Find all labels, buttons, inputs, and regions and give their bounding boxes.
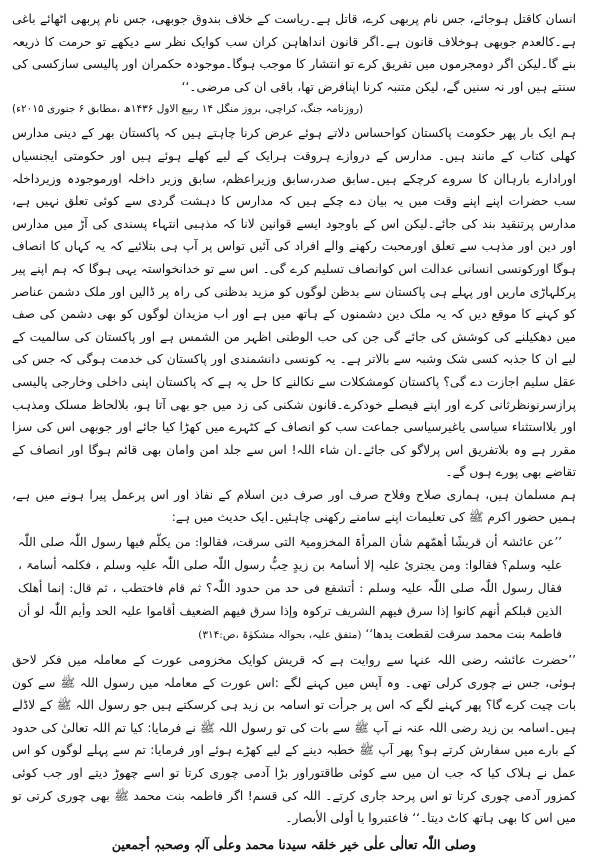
- paragraph-article-quote-ending: انسان کاقتل ہوجائے، جس نام پربھی کرے، قاتل ہے۔ریاست کے خلاف بندوق جوبھی، جس نام پربھی اٹھائے باغی ہے۔کالعدم جوبھی ہوخلاف قانون ہے۔اگر قانون انداھاہن کران سب کوایک نظر سے دیکھے تو حرمت کا ذریعہ بنے گا۔لیکن اگر دومجرموں میں تفریق کرے تو انتشار کا موجب ہوگا۔موجودہ حکمران اور پالیسی سازکسی کی سنتے ہیں اور نہ سنیں گے، لیکن متنبہ کرنا اپنافرض تھا، باقی ان کی مرضی۔‘‘: [12, 12, 576, 94]
- paragraph-hadith-translation: ’’حضرت عائشہ رضی اللہ عنہا سے روایت ہے کہ قریش کوایک مخزومی عورت کے معاملہ میں فکر لاحق ہوئی، جس نے چوری کرلی تھی۔ وہ آپس میں کہنے لگے :اس عورت کے معاملہ میں رسول اللہ ﷺ سے کون بات چیت کرے گا؟ پھر کہنے لگے کہ اس پر جرأت تو اسامہ بن زید ہی کرسکتے ہیں جو رسول اللہ ﷺ کے لاڈلے ہیں۔اسامہ بن زید رضی اللہ عنہ نے آپ ﷺ سے بات کی تو رسول اللہ ﷺ نے فرمایا: کیا تم اللہ تعالیٰ کی حدود کے بارے میں سفارش کرتے ہو؟ پھر آپ ﷺ خطبہ دینے کے لیے کھڑے ہوئے اور فرمایا: تم سے پہلے لوگوں کو اس عمل نے ہلاک کیا کہ جب ان میں سے کوئی طاقتوراور بڑا آدمی چوری کرتا تو اسے چھوڑ دیتے اور جب کوئی کمزور آدمی چوری کرتا تو اس پرحد جاری کرتے۔ اللہ کی قسم! اگر فاطمہ بنت محمد ﷺ بھی چوری کرتی تو میں اس کا بھی ہاتھ کاٹ دیتا۔‘‘ فاعتبروا یا أولی الأبصار۔: [12, 653, 576, 826]
- closing-salutation: وصلی اللّٰہ تعالٰی علٰی خیر خلقہ سیدنا محمد وعلٰی آلہٖ وصحبہٖ أجمعین: [111, 836, 477, 852]
- newspaper-source-citation: [12, 100, 568, 118]
- arabic-hadith-text: [18, 531, 562, 647]
- arabic-hadith-body: ’’عن عائشۃ أن قریشًا أھمّھم شأن المرأۃ المخزومیۃ التی سرقت، فقالوا: من یکلّم فیھا رسول اللّٰہ صلی اللّٰہ علیہ وسلم؟ فقالوا: ومن یجتریٔ علیہ إلا أسامۃ بن زیدٍ حِبُّ رسول اللّٰہ صلی اللّٰہ علیہ وسلم ، فکلمہ أسامۃ ، فقال رسول اللّٰہ صلی اللّٰہ علیہ وسلم : أتشفع فی حد من حدود اللّٰہ؟ ثم قام فاختطب ، ثم قال: إنما أھلک الذین قبلکم أنھم کانوا إذا سرق فیھم الشریف ترکوہ وإذا سرق فیھم الضعیف أقاموا علیہ الحد وأیم اللّٰہ لو أن فاطمۃ بنت محمد سرقت لقطعت یدھا‘‘: [18, 535, 562, 642]
- hadith-reference: (متفق علیہ، بحوالہ مشکوٰۃ ،ص:۳۱۴): [198, 629, 362, 642]
- paragraph-islamic-guidance: ہم مسلمان ہیں، ہماری صلاح وفلاح صرف اور صرف دین اسلام کے نفاذ اور اس پرعمل پیرا ہونے میں ہے، ہمیں حضور اکرم ﷺ کی تعلیمات اپنے سامنے رکھنی چاہئیں۔ایک حدیث میں ہے:: [12, 487, 576, 525]
- citation-text: (روزنامہ جنگ، کراچی، بروز منگل ۱۴ ربیع الاول ۱۴۳۶ھ ،مطابق ۶ جنوری ۲۰۱۵ء): [12, 103, 364, 116]
- paragraph-appeal-to-government: ہم ایک بار پھر حکومت پاکستان کواحساس دلاتے ہوئے عرض کرنا چاہتے ہیں کہ پاکستان بھر کے دینی مدارس کھلی کتاب کے مانند ہیں۔ مدارس کے دروازے ہروقت ہرایک کے لیے کھلے ہوئے ہیں اور حکومتی ایجنسیاں اورادارے بارہاان کا سروے کرچکے ہیں۔سابق صدر،سابق وزیراعظم، سابق وزیر داخلہ اورموجودہ وزیرداخلہ سب حضرات اپنے اپنے وقت میں یہ بیان دے چکے ہیں کہ مدارس کا دہشت گردی سے کوئی تعلق نہیں ہے، مدارس پرتنقید بند کی جائے۔لیکن اس کے باوجود ایسے قوانین لانا کہ مذہبی انتہاء پسندی کی آڑ میں مدارس اور دین اور مذہب سے تعلق اورمحبت رکھنے والے افراد کی آئیں تواس پر آپ ہی بتلائیے کہ یہ کہاں کا انصاف ہوگا اورکونسی انسانی عدالت اس کوانصاف تسلیم کرے گی۔ اس سے تو خدانخواستہ یہی ہوگا کہ ہم اپنے پیر پرکلہاڑی ماریں اور پہلے ہی پاکستان سے بدظن لوگوں کو مزید بدظنی کی راہ پر ڈالیں اور ملک دشمن عناصر کو کہنے کا موقع دیں کہ یہ ملک دین دشمنوں کے ہاتھ میں ہے اور اب مزیدان لوگوں کو بھی دشمن کی صف میں دھکیلنے کی کوشش کی جائے گی جن کی حب الوطنی اظہر من الشمس ہے اور پاکستان کی سالمیت کے لیے ان کا جذبہ کسی شک وشبہ سے بالاتر ہے۔ یہ کونسی دانشمندی اور پاکستان کی خدمت ہوگی کہ جس کی عقل سلیم اجازت دے گی؟ پاکستان کومشکلات سے نکالنے کا حل یہ ہے کہ پاکستان اپنی داخلی وخارجی پالیسی پرازسرنونظرثانی کرے اور اپنے فیصلے خودکرے۔قانون شکنی کی زد میں جو بھی آتا ہو، بلالحاظ مسلک ومذہب اور بلااستثناء سیاسی یاغیرسیاسی جماعت سب کو انصاف کے کٹہرے میں کھڑا کیا جائے اور جوبھی اس کی سزا مقرر ہے وہ بلاتفریق اس پرلاگو کی جائے۔ان شاء اللہ! اس سے جلد امن وامان بھی قائم ہوگا اور انصاف کے تقاضے بھی پورے ہوں گے۔: [12, 126, 576, 480]
